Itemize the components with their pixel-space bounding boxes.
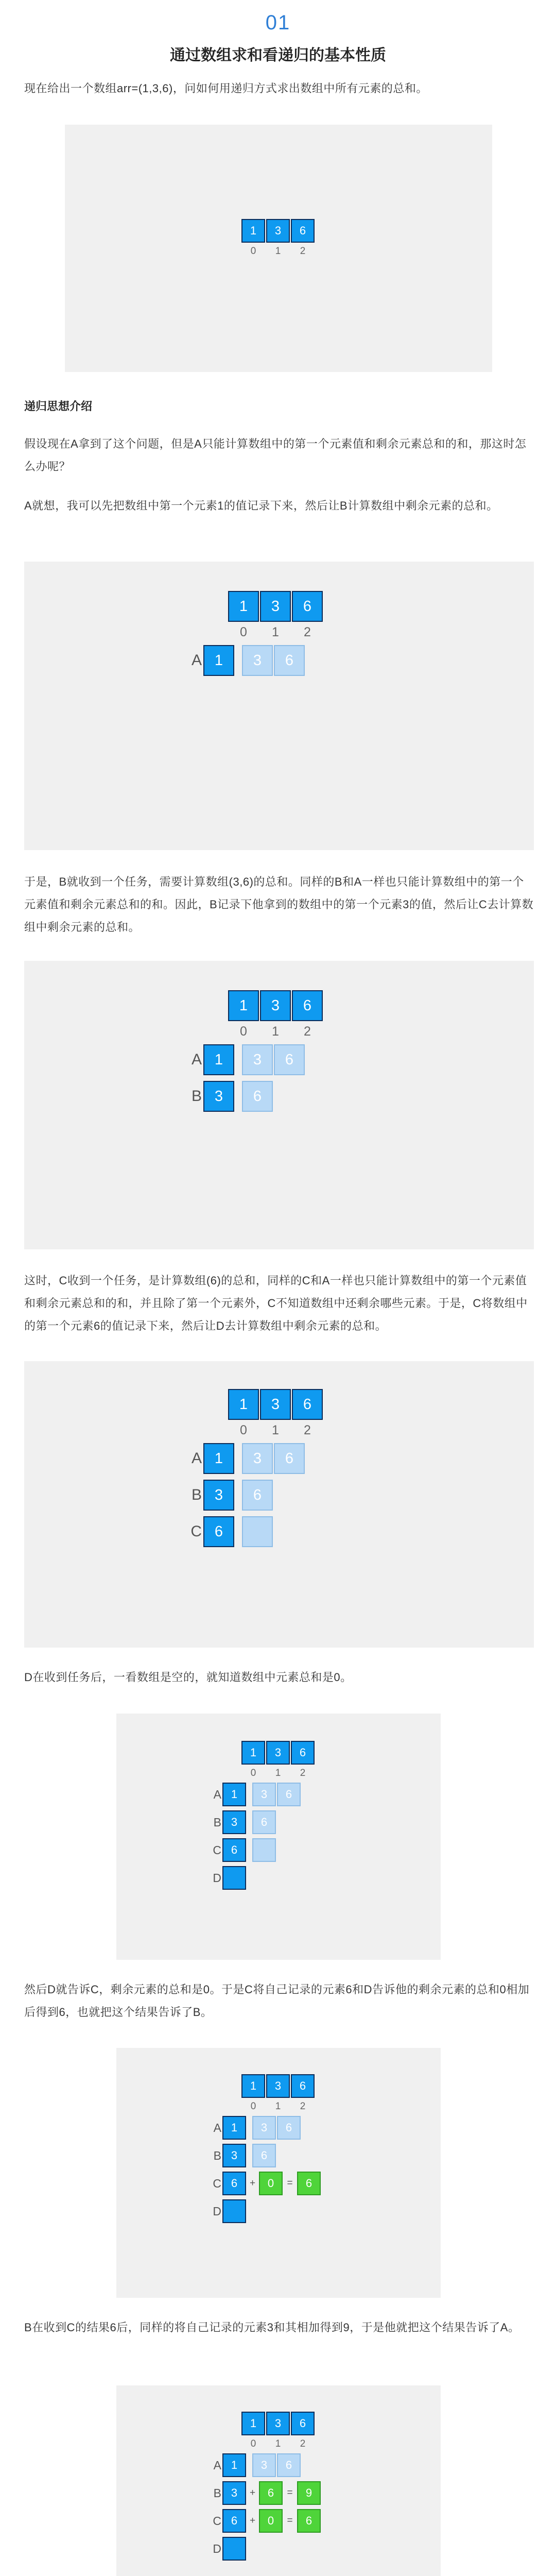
- fig2-row-A-rest: 3: [242, 645, 273, 676]
- fig7-index-label: 0: [250, 2438, 256, 2449]
- paragraph-2: 假设现在A拿到了这个问题，但是A只能计算数组中的第一个元素值和剩余元素总和的和，那这时怎么办呢？: [24, 437, 527, 473]
- fig7-array-cell: 3: [266, 2412, 290, 2435]
- fig5-name-label: B: [213, 1816, 221, 1829]
- fig1-index-label: 2: [300, 246, 306, 257]
- fig5-row-A-rest: 6: [277, 1783, 301, 1806]
- fig3-name-label: B: [191, 1088, 202, 1105]
- fig7-row-C-rest-sum: 0: [259, 2509, 283, 2533]
- fig5-row-A-rest: 3: [252, 1783, 276, 1806]
- fig4-index-label: 1: [272, 1423, 279, 1437]
- fig4-row-B-first: 3: [203, 1480, 234, 1511]
- fig5-array-cell: 1: [241, 1741, 265, 1765]
- fig7-name-label: B: [213, 2486, 221, 2500]
- fig6-row-D-empty: [222, 2199, 246, 2223]
- fig5-array-cell: 3: [266, 1741, 290, 1765]
- fig4-index-label: 2: [304, 1423, 311, 1437]
- fig7-row-C-result: 6: [297, 2509, 321, 2533]
- fig5-array-cell: 6: [291, 1741, 315, 1765]
- fig2-index-label: 2: [304, 625, 311, 639]
- fig3-index-label: 0: [240, 1024, 247, 1039]
- fig2-index-label: 1: [272, 625, 279, 639]
- fig7-row-B-rest-sum: 6: [259, 2481, 283, 2505]
- fig2-name-label: A: [191, 652, 202, 669]
- fig7-plus-sign: +: [249, 2487, 256, 2498]
- paragraph-4: 于是，B就收到一个任务，需要计算数组(3,6)的总和。同样的B和A一样也只能计算数组中的第一个元素值和剩余元素总和的和。因此，B记录下他拿到的数组中的第一个元素3的值，然后让C去计算数组中剩余元素的总和。: [24, 875, 534, 934]
- fig7-index-label: 2: [300, 2438, 306, 2449]
- fig3-name-label: A: [191, 1051, 202, 1068]
- fig5-row-B-rest: 6: [252, 1810, 276, 1834]
- intro-paragraph: 现在给出一个数组arr=(1,3,6)，问如何用递归方式求出数组中所有元素的总和。: [24, 82, 428, 95]
- fig7-equals-sign: =: [287, 2515, 293, 2526]
- fig1-index-label: 0: [250, 246, 256, 257]
- paragraph-3: A就想，我可以先把数组中第一个元素1的值记录下来，然后让B计算数组中剩余元素的总和。: [24, 499, 498, 512]
- fig4-row-C-first: 6: [203, 1516, 234, 1547]
- fig6-row-A-rest: 3: [252, 2116, 276, 2140]
- fig3-row-A-rest: 6: [274, 1044, 305, 1075]
- fig2-index-label: 0: [240, 625, 247, 639]
- fig3-array-cell: 3: [260, 990, 291, 1021]
- paragraph-7: 然后D就告诉C，剩余元素的总和是0。于是C将自己记录的元素6和D告诉他的剩余元素的总和0相加后得到6，也就把这个结果告诉了B。: [24, 1983, 530, 2019]
- fig6-array-cell: 3: [266, 2074, 290, 2098]
- fig3-index-label: 2: [304, 1024, 311, 1039]
- fig6-equals-sign: =: [287, 2178, 293, 2189]
- fig4-index-label: 0: [240, 1423, 247, 1437]
- fig7-row-A-rest: 6: [277, 2453, 301, 2477]
- fig5-row-B-first: 3: [222, 1810, 246, 1834]
- fig6-index-label: 1: [275, 2101, 281, 2112]
- fig7-array-cell: 1: [241, 2412, 265, 2435]
- fig5-row-A-first: 1: [222, 1783, 246, 1806]
- fig4-row-A-rest: 6: [274, 1443, 305, 1474]
- article-number: 01: [265, 11, 291, 34]
- fig1-array-cell: 3: [266, 219, 290, 243]
- fig2-row-A-rest: 6: [274, 645, 305, 676]
- fig4-array-cell: 1: [228, 1389, 259, 1420]
- fig4-row-A-rest: 3: [242, 1443, 273, 1474]
- fig4-row-B-rest: 6: [242, 1480, 273, 1511]
- fig3-index-label: 1: [272, 1024, 279, 1039]
- fig7-index-label: 1: [275, 2438, 281, 2449]
- fig4-row-A-first: 1: [203, 1443, 234, 1474]
- fig3-array-cell: 1: [228, 990, 259, 1021]
- fig6-row-C-rest-sum: 0: [259, 2172, 283, 2195]
- fig1-array-cell: 1: [241, 219, 265, 243]
- fig2-array-cell: 1: [228, 591, 259, 622]
- fig5-row-C-first: 6: [222, 1838, 246, 1862]
- fig7-row-B-result: 9: [297, 2481, 321, 2505]
- fig7-name-label: D: [213, 2542, 221, 2555]
- paragraph-6: D在收到任务后，一看数组是空的，就知道数组中元素总和是0。: [24, 1671, 352, 1684]
- fig1-array-cell: 6: [291, 219, 315, 243]
- fig1-index-label: 1: [275, 246, 281, 257]
- fig2-array-cell: 3: [260, 591, 291, 622]
- fig4-name-label: C: [190, 1523, 202, 1540]
- fig5-index-label: 2: [300, 1768, 306, 1778]
- fig2-array-cell: 6: [292, 591, 323, 622]
- fig7-name-label: C: [213, 2514, 221, 2528]
- fig5-name-label: C: [213, 1843, 221, 1857]
- fig7-row-D-empty: [222, 2537, 246, 2561]
- paragraph-8: B在收到C的结果6后，同样的将自己记录的元素3和其相加得到9，于是他就把这个结果告诉了A。: [24, 2321, 520, 2334]
- fig7-equals-sign: =: [287, 2487, 293, 2498]
- fig5-index-label: 1: [275, 1768, 281, 1778]
- fig6-plus-sign: +: [249, 2178, 256, 2189]
- fig7-row-A-rest: 3: [252, 2453, 276, 2477]
- fig6-row-B-rest: 6: [252, 2144, 276, 2167]
- fig6-row-B-first: 3: [222, 2144, 246, 2167]
- fig5-row-C-rest: [252, 1838, 276, 1862]
- fig3-row-A-first: 1: [203, 1044, 234, 1075]
- fig6-row-A-rest: 6: [277, 2116, 301, 2140]
- fig7-name-label: A: [213, 2459, 221, 2472]
- fig6-name-label: D: [213, 2205, 221, 2218]
- fig4-array-cell: 3: [260, 1389, 291, 1420]
- paragraph-5: 这时，C收到一个任务，是计算数组(6)的总和，同样的C和A一样也只能计算数组中的第一个元素值和剩余元素总和的和，并且除了第一个元素外，C不知道数组中还剩余哪些元素。于是，C将数组中的第一个元素6的值记录下来，然后让D去计算数组中剩余元素的总和。: [24, 1274, 528, 1332]
- fig6-array-cell: 1: [241, 2074, 265, 2098]
- fig4-array-cell: 6: [292, 1389, 323, 1420]
- fig6-name-label: A: [213, 2121, 221, 2134]
- fig2-row-A-first: 1: [203, 645, 234, 676]
- fig5-index-label: 0: [250, 1768, 256, 1778]
- fig7-row-C-first: 6: [222, 2509, 246, 2533]
- fig5-name-label: D: [213, 1871, 221, 1885]
- fig4-row-C-rest: [242, 1516, 273, 1547]
- fig3-row-A-rest: 3: [242, 1044, 273, 1075]
- fig7-plus-sign: +: [249, 2515, 256, 2526]
- fig3-array-cell: 6: [292, 990, 323, 1021]
- fig6-name-label: B: [213, 2149, 221, 2162]
- fig6-array-cell: 6: [291, 2074, 315, 2098]
- fig5-name-label: A: [213, 1788, 221, 1801]
- fig4-name-label: A: [191, 1450, 202, 1467]
- fig6-index-label: 2: [300, 2101, 306, 2112]
- fig7-array-cell: 6: [291, 2412, 315, 2435]
- fig4-name-label: B: [191, 1486, 202, 1503]
- fig3-row-B-rest: 6: [242, 1081, 273, 1112]
- article-title: 通过数组求和看递归的基本性质: [170, 47, 386, 64]
- fig7-row-B-first: 3: [222, 2481, 246, 2505]
- fig7-row-A-first: 1: [222, 2453, 246, 2477]
- section-heading: 递归思想介绍: [24, 400, 93, 413]
- fig6-row-A-first: 1: [222, 2116, 246, 2140]
- fig6-row-C-first: 6: [222, 2172, 246, 2195]
- fig3-row-B-first: 3: [203, 1081, 234, 1112]
- fig6-index-label: 0: [250, 2101, 256, 2112]
- fig5-row-D-empty: [222, 1866, 246, 1890]
- fig6-row-C-result: 6: [297, 2172, 321, 2195]
- fig6-name-label: C: [213, 2177, 221, 2190]
